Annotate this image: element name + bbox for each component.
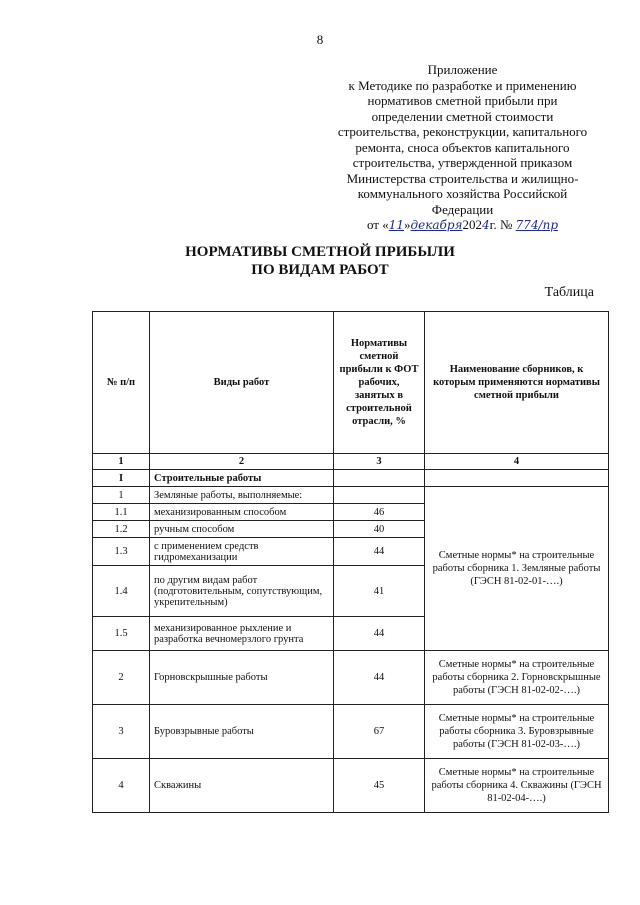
- row-work-type: Скважины: [150, 759, 334, 813]
- handwritten-year-digit: 4: [482, 218, 490, 232]
- row-norm: 44: [334, 538, 425, 566]
- row-number: 3: [93, 705, 150, 759]
- column-number: 4: [425, 454, 609, 470]
- appendix-line: Федерации: [431, 201, 494, 217]
- page-number: 8: [316, 32, 324, 47]
- order-date-line: [330, 217, 595, 234]
- column-number: 3: [334, 454, 425, 470]
- row-work-type: ручным способом: [150, 521, 334, 538]
- row-norm: 44: [334, 617, 425, 651]
- table-row: [93, 651, 609, 705]
- handwritten-day: 11: [388, 218, 405, 232]
- row-norm: 44: [334, 651, 425, 705]
- handwritten-month: декабря: [410, 218, 463, 232]
- title-line-2: ПО ВИДАМ РАБОТ: [251, 262, 389, 278]
- appendix-line: строительства, утвержденной приказом: [352, 155, 573, 170]
- table-label: Таблица: [544, 285, 594, 300]
- row-norm: [334, 487, 425, 504]
- table-row: [93, 705, 609, 759]
- row-norm: 40: [334, 521, 425, 538]
- row-number: 1: [93, 487, 150, 504]
- header-row: [93, 312, 609, 454]
- empty-cell: [425, 470, 609, 487]
- row-number: 1.5: [93, 617, 150, 651]
- row-work-type: Буровзрывные работы: [150, 705, 334, 759]
- row-norm: 67: [334, 705, 425, 759]
- section-name: Строительные работы: [150, 470, 334, 487]
- row-number: 1.3: [93, 538, 150, 566]
- header-work-type: Виды работ: [150, 312, 334, 454]
- row-norm: 41: [334, 566, 425, 617]
- row-number: 1.4: [93, 566, 150, 617]
- handwritten-order-number: 774/пр: [515, 218, 559, 232]
- appendix-line: нормативов сметной прибыли при: [367, 93, 558, 108]
- row-number: 1.1: [93, 504, 150, 521]
- row-norm: 45: [334, 759, 425, 813]
- header-norm: Нормативы сметной прибыли к ФОТ рабочих, занятых в строительной отрасли, %: [334, 312, 425, 454]
- document-title: [0, 243, 640, 279]
- row-collection: Сметные нормы* на строительные работы сборника 3. Буровзрывные работы (ГЭСН 81-02-03-….): [425, 705, 609, 759]
- empty-cell: [334, 470, 425, 487]
- appendix-line: строительства, реконструкции, капитального: [337, 124, 588, 139]
- row-number: 1.2: [93, 521, 150, 538]
- column-number: 2: [150, 454, 334, 470]
- row-collection-earthworks: Сметные нормы* на строительные работы сборника 1. Земляные работы (ГЭСН 81-02-01-….): [425, 487, 609, 651]
- header-collection: Наименование сборников, к которым применяются нормативы сметной прибыли: [425, 312, 609, 454]
- table-row: [93, 759, 609, 813]
- date-mid: »: [404, 217, 411, 232]
- date-prefix: от «: [366, 217, 389, 232]
- section-number: I: [93, 470, 150, 487]
- row-collection: Сметные нормы* на строительные работы сборника 2. Горновскрышные работы (ГЭСН 81-02-02-….): [425, 651, 609, 705]
- profit-norms-table: [92, 311, 609, 813]
- table-row: [93, 487, 609, 504]
- appendix-line: определении сметной стоимости: [371, 108, 554, 124]
- year-suffix: г. №: [489, 217, 513, 232]
- column-number-row: [93, 454, 609, 470]
- row-work-type: Земляные работы, выполняемые:: [150, 487, 334, 504]
- appendix-line: Приложение: [427, 62, 498, 77]
- title-line-1: НОРМАТИВЫ СМЕТНОЙ ПРИБЫЛИ: [185, 244, 455, 260]
- row-work-type: механизированное рыхление и разработка вечномерзлого грунта: [150, 617, 334, 651]
- row-norm: 46: [334, 504, 425, 521]
- row-number: 4: [93, 759, 150, 813]
- appendix-line: коммунального хозяйства Российской: [357, 186, 568, 201]
- appendix-line: ремонта, сноса объектов капитального: [355, 139, 570, 155]
- row-work-type: механизированным способом: [150, 504, 334, 521]
- row-collection: Сметные нормы* на строительные работы сборника 4. Скважины (ГЭСН 81-02-04-….): [425, 759, 609, 813]
- column-number: 1: [93, 454, 150, 470]
- header-number: № п/п: [93, 312, 150, 454]
- appendix-line: Министерства строительства и жилищно-: [346, 170, 579, 186]
- section-row: [93, 470, 609, 487]
- row-work-type: по другим видам работ (подготовительным, сопутствующим, укрепительным): [150, 566, 334, 617]
- row-work-type: с применением средств гидромеханизации: [150, 538, 334, 566]
- row-work-type: Горновскрышные работы: [150, 651, 334, 705]
- row-number: 2: [93, 651, 150, 705]
- appendix-block: [330, 62, 595, 234]
- year-prefix: 202: [462, 217, 482, 232]
- appendix-line: к Методике по разработке и применению: [348, 77, 577, 93]
